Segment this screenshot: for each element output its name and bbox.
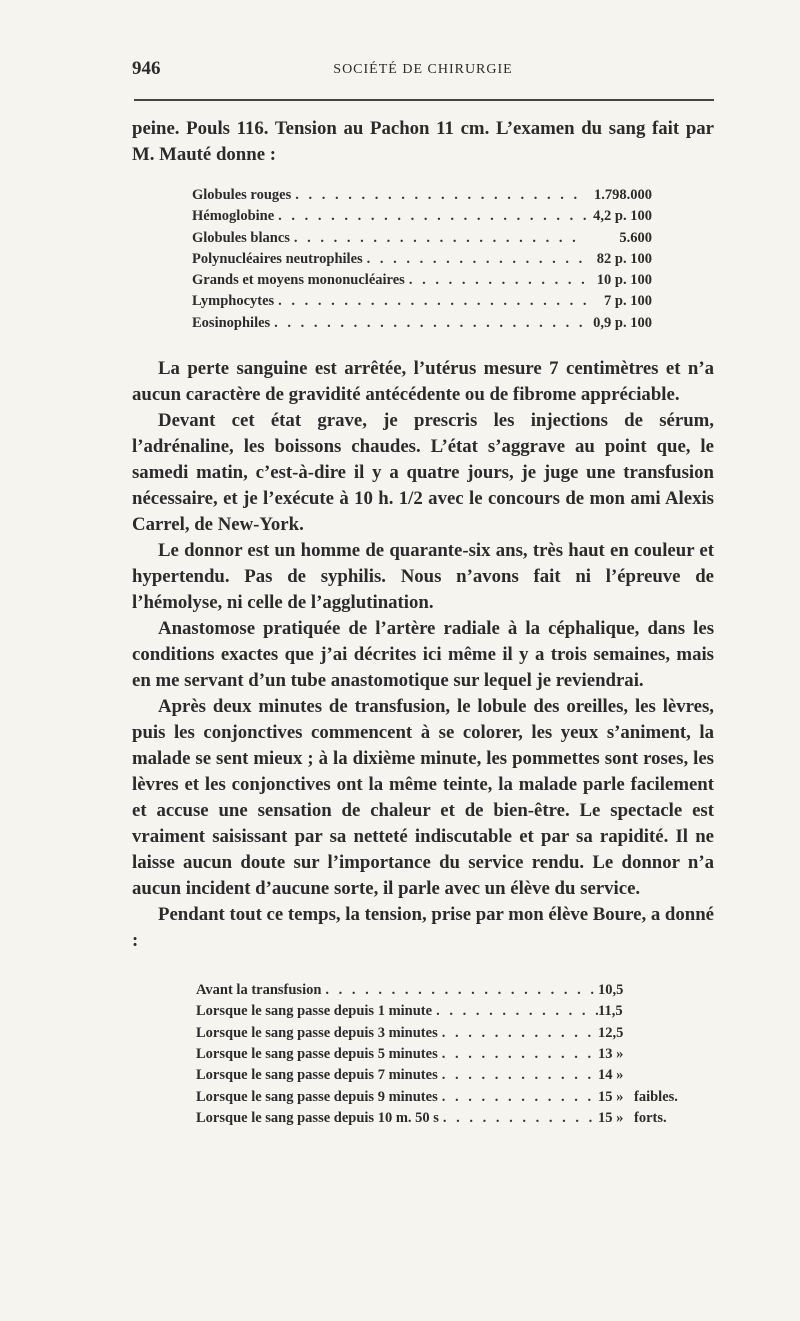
page-header (132, 58, 714, 84)
table-row (192, 270, 652, 291)
tension-table (196, 980, 714, 1129)
row-label: Lorsque le sang passe depuis 5 minutes (196, 1045, 438, 1062)
table-row (196, 1108, 714, 1129)
row-label: Lorsque le sang passe depuis 10 m. 50 s (196, 1109, 439, 1126)
dot-leader (439, 1108, 598, 1129)
row-note: forts. (634, 1109, 667, 1126)
dot-leader (438, 1044, 598, 1065)
table-row (192, 249, 652, 270)
row-value: 10,5 (598, 982, 624, 999)
table-row (196, 1001, 714, 1022)
row-label: Globules blancs (192, 229, 290, 246)
table-row (196, 1023, 714, 1044)
row-label: Lorsque le sang passe depuis 1 minute (196, 1003, 433, 1020)
table-row (192, 291, 652, 312)
table-row (192, 206, 652, 227)
page-body (132, 116, 714, 1129)
table-row (192, 185, 652, 206)
row-value: 13 » (598, 1045, 624, 1062)
paragraph: Après deux minutes de transfusion, le lobule des oreilles, les lèvres, puis les conjonctives commencent à se colorer, les yeux s’animent, la malade se sent mieux ; à la dixième minute, les pommettes sont roses, les lèvres et les conjonctives ont la même teinte, la malade parle facilement et accuse une sensation de chaleur et de bien-être. Le spectacle est vraiment saisissant par sa netteté indiscutable et par sa rapidité. Il ne laisse aucun doute sur l’importance du service rendu. Le donnor n’a aucun incident d’aucune sorte, il parle avec un élève du service. (132, 696, 714, 900)
dot-leader (291, 185, 586, 206)
row-value: 15 » (598, 1088, 624, 1105)
row-label: Lorsque le sang passe depuis 7 minutes (196, 1067, 438, 1084)
paragraph: La perte sanguine est arrêtée, l’utérus mesure 7 centimètres et n’a aucun caractère de gravidité antécédente ou de fibrome appréciable. (132, 358, 714, 406)
dot-leader (290, 228, 586, 249)
row-value: 5.600 (619, 229, 652, 246)
row-label: Eosinophiles (192, 314, 271, 331)
row-label: Hémoglobine (192, 208, 275, 225)
row-value: 7 p. 100 (604, 293, 652, 310)
row-value: 0,9 p. 100 (593, 314, 652, 331)
table-row (192, 228, 652, 249)
dot-leader (321, 980, 598, 1001)
table-row (196, 1087, 714, 1108)
paragraph: Devant cet état grave, je prescris les injections de sérum, l’adrénaline, les boissons chaudes. L’état s’aggrave au point que, le samedi matin, c’est-à-dire il y a quatre jours, je juge une transfusion nécessaire, et je l’exécute à 10 h. 1/2 avec le concours de mon ami Alexis Carrel, de New-York. (132, 410, 714, 536)
row-value: 14 » (598, 1067, 624, 1084)
dot-leader (363, 249, 586, 270)
paragraph: Le donnor est un homme de quarante-six ans, très haut en couleur et hypertendu. Pas de syphilis. Nous n’avons fait ni l’épreuve de l’hémolyse, ni celle de l’agglutination. (132, 540, 714, 614)
dot-leader (432, 1001, 598, 1022)
page-number: 946 (132, 58, 161, 79)
row-value: 11,5 (598, 1003, 623, 1020)
table-row (196, 980, 714, 1001)
row-value: 15 » (598, 1109, 624, 1126)
paragraph-intro: peine. Pouls 116. Tension au Pachon 11 cm. L’examen du sang fait par M. Mauté donne : (132, 118, 714, 165)
paragraph: Pendant tout ce temps, la tension, prise par mon élève Boure, a donné : (132, 904, 714, 952)
row-value: 82 p. 100 (596, 250, 652, 267)
row-label: Lorsque le sang passe depuis 3 minutes (196, 1024, 438, 1041)
blood-exam-table (192, 185, 652, 334)
row-label: Globules rouges (192, 187, 292, 203)
row-label: Grands et moyens mononucléaires (192, 272, 405, 289)
dot-leader (438, 1087, 598, 1108)
table-row (192, 313, 652, 334)
row-label: Avant la transfusion (196, 982, 322, 999)
row-value: 4,2 p. 100 (593, 208, 652, 225)
dot-leader (438, 1065, 598, 1086)
paragraph: Anastomose pratiquée de l’artère radiale à la céphalique, dans les conditions exactes que j’ai décrites ici même il y a trois semaines, mais en me servant d’un tube anastomotique sur lequel je reviendrai. (132, 618, 714, 692)
running-head: SOCIÉTÉ DE CHIRURGIE (333, 62, 513, 77)
row-label: Lymphocytes (192, 293, 275, 310)
row-label: Lorsque le sang passe depuis 9 minutes (196, 1088, 438, 1105)
row-note: faibles. (634, 1088, 678, 1105)
dot-leader (438, 1023, 598, 1044)
row-label: Polynucléaires neutrophiles (192, 250, 363, 267)
row-value: 10 p. 100 (596, 272, 652, 289)
dot-leader (270, 313, 586, 334)
table-row (196, 1065, 714, 1086)
dot-leader (274, 291, 586, 312)
header-rule (134, 99, 714, 101)
row-value: 1.798.000 (594, 187, 652, 203)
row-value: 12,5 (598, 1024, 624, 1041)
dot-leader (274, 206, 586, 227)
dot-leader (405, 270, 586, 291)
table-row (196, 1044, 714, 1065)
